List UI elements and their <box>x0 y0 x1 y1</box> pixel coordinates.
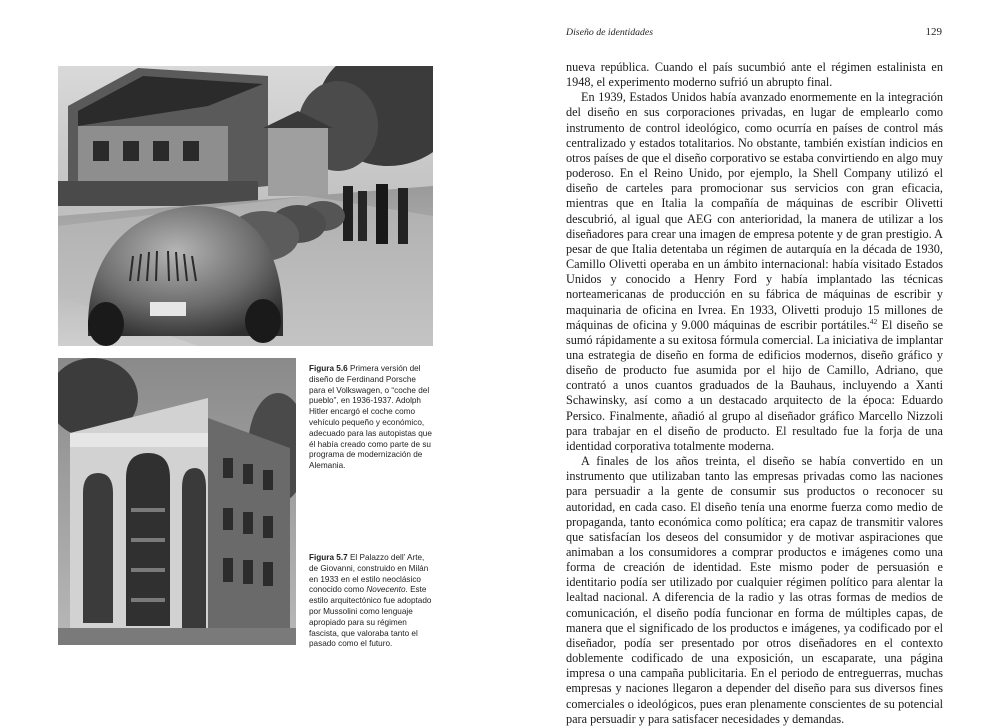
paragraph-2 <box>566 90 943 454</box>
paragraph-2-part-2: El diseño se sumó rápidamente a su exitosa fórmula comercial. La iniciativa de implantar una estrategia de diseño en forma de edificios modernos, diseño gráfico y diseño de producto fue asumida por el hijo de Camillo, Adriano, que contrató a unos cuantos graduados de la Bauhaus, incluyendo a Xanti Schawinsky, así como a un destacado arquitecto de la época: Eduardo Persico. Finalmente, añadió al grupo al diseñador gráfico Marcello Nizzoli para trabajar en el diseño de producto. El resultado fue la forja de una identidad corporativa totalmente moderna. <box>566 317 943 453</box>
figure-5-6-caption <box>309 364 434 472</box>
figure-5-7-caption <box>309 553 434 650</box>
palazzo-dell-arte-photo <box>58 358 296 645</box>
paragraph-1: nueva república. Cuando el país sucumbió ante el régimen estalinista en 1948, el experimento moderno sufrió un abrupto final. <box>566 60 943 90</box>
figure-5-6-label: Figura 5.6 <box>309 364 348 373</box>
figure-5-7-text-before: El Palazzo dell’ Arte, de Giovanni, construido en Milán en 1933 en el estilo neoclásico conocido como <box>309 553 429 595</box>
body-text <box>566 60 943 727</box>
page-number: 129 <box>925 26 942 38</box>
figure-5-7-label: Figura 5.7 <box>309 553 348 562</box>
paragraph-2-part-1: En 1939, Estados Unidos había avanzado enormemente en la integración del diseño en sus corporaciones privadas, en lugar de emplearlo como instrumento de control ideológico, como ocurría en países de control más centralizado y estados totalitarios. No obstante, también existían indicios en otros países de que el diseño corporativo se estaba convirtiendo en algo muy poderoso. En el Reino Unido, por ejemplo, la Shell Company utilizó el diseño de carteles para promocionar sus servicios con gran eficacia, mientras que en Italia la compañía de máquinas de escribir Olivetti descubrió, al igual que AEG con anterioridad, la manera de utilizar a los diseñadores para crear una imagen de empresa potente y de gran prestigio. A pesar de que Italia detentaba un régimen de autarquía en la década de 1930, Camillo Olivetti operaba en un ámbito internacional: había visitado Estados Unidos y conocido a Henry Ford y había implantado las técnicas norteamericanas de producción en su fábrica de máquinas de escribir y maquinaria de oficina en Ivrea. En 1933, Olivetti produjo 15 millones de máquinas de oficina y 9.000 máquinas de escribir portátiles. <box>566 90 943 332</box>
figure-5-7-text-italic: Novecento <box>366 585 406 595</box>
footnote-ref[interactable]: 42 <box>869 316 878 326</box>
left-page <box>0 0 500 706</box>
running-head: Diseño de identidades <box>566 27 654 38</box>
figure-5-6-text: Primera versión del diseño de Ferdinand Porsche para el Volkswagen, o “coche del pueblo”, en 1936-1937. Adolph Hitler encargó el coche como vehículo pequeño y económico, adecuado para las autopistas que él había creado como parte de su programa de modernización de Alemania. <box>309 364 432 471</box>
paragraph-3: A finales de los años treinta, el diseño se había convertido en un instrumento que utilizaban tanto las empresas privadas como las naciones para persuadir a la gente de consumir sus productos o reconocer su autoridad, en cada caso. El diseño tenía una enorme fuerza como medio de propaganda, tanto económica como política; era capaz de transmitir valores que satisfacían los deseos del consumidor y de motivar aspiraciones que animaban a los consumidores a comprar productos e imágenes como una forma de creación de identidad. Este mismo poder de persuasión e identitario podía ser utilizado por cualquier régimen político para alentar la lealtad nacional. A diferencia de la radio y las otras formas de medios de comunicación, el diseño podía funcionar en forma de múltiples capas, de manera que el significado de los productos e imágenes, ya codificado por el diseñador, podía ser presentado por otros diseñadores en el contexto doblemente codificado de una exposición, un escaparate, una página impresa o una campaña publicitaria. En el periodo de entreguerras, muchas empresas y naciones llegaron a depender del diseño para sus diversos fines comerciales o ideológicos, pues eran plenamente conscientes de su potencial para persuadir y para satisfacer necesidades y demandas. <box>566 454 943 726</box>
volkswagen-photo <box>58 66 433 346</box>
figure-5-7-text-after: . Este estilo arquitectónico fue adoptado por Mussolini como lenguaje apropiado para su régimen fascista, que valoraba tanto el pasado como el futuro. <box>309 585 432 649</box>
